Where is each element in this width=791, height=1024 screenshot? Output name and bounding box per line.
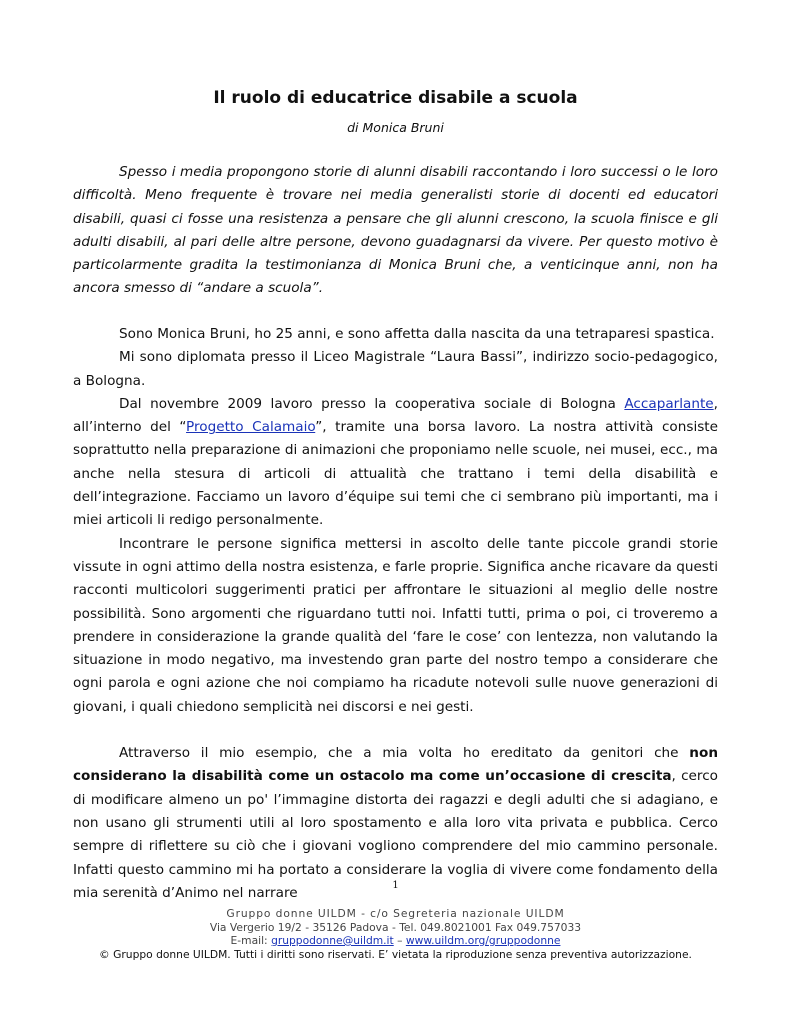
intro-block (73, 161, 718, 301)
paragraph-5-text-a: Attraverso il mio esempio, che a mia volta ho ereditato da genitori che (119, 745, 690, 762)
footer-website-link[interactable]: www.uildm.org/gruppodonne (405, 934, 561, 947)
paragraph-4: Incontrare le persone significa mettersi in ascolto delle tante piccole grandi storie vissute in ogni attimo della nostra esistenza, e farle proprie. Significa anche ricavare da questi racconti multicolori suggerimenti pratici per affrontare le situazioni al meglio delle nostre possibilità. Sono argomenti che riguardano tutti noi. Infatti tutti, prima o poi, ci troveremo a prendere in considerazione la grande qualità del ‘fare le cose’ con lentezza, non valutando la situazione in modo negativo, ma investendo gran parte del nostro tempo a considerare che ogni parola e ogni azione che noi compiamo ha ricadute notevoli sulle nuove generazioni di giovani, i quali chiedono semplicità nei discorsi e nei gesti. (73, 535, 718, 715)
accaparlante-link[interactable]: Accaparlante (624, 395, 714, 412)
footer-separator: – (393, 934, 406, 947)
footer-contacts (0, 934, 791, 948)
paragraph-1: Sono Monica Bruni, ho 25 anni, e sono affetta dalla nascita da una tetraparesi spastica. (119, 326, 715, 342)
footer-email-label: E-mail: (230, 934, 272, 947)
document-title: Il ruolo di educatrice disabile a scuola (213, 88, 578, 108)
paragraph-3-text-a: Dal novembre 2009 lavoro presso la cooperativa sociale di Bologna (119, 395, 625, 412)
paragraph-5-bold: non considerano la disabilità come un ostacolo ma come un’occasione di crescita (73, 745, 718, 785)
progetto-calamaio-link[interactable]: Progetto Calamaio (186, 419, 316, 436)
paragraph-3-text-c: ”, tramite una borsa lavoro. La nostra attività consiste soprattutto nella preparazione di animazioni che proponiamo nelle scuole, nei musei, ecc., ma anche nella stesura di articoli di attualità che trattano i temi della disabilità e dell’integrazione. Facciamo un lavoro d’équipe sui temi che ci sembrano più importanti, ma i miei articoli li redigo personalmente. (73, 419, 718, 529)
paragraph-3-text-b: , all’interno del “ (73, 395, 718, 436)
paragraph-5-text-b: , cerco di modificare almeno un po' l’immagine distorta dei ragazzi e degli adulti che si adagiano, e non usano gli strumenti utili al loro spostamento e alla loro vita privata e pubblica. Cerco sempre di riflettere su ciò che i giovani vogliono comprendere del mio cammino personale. Infatti questo cammino mi ha portato a considerare la voglia di vivere come fondamento della mia serenità d’Animo nel narrare (73, 768, 719, 901)
paragraph-3 (73, 393, 718, 533)
footer-email-link[interactable]: gruppodonne@uildm.it (271, 934, 394, 947)
intro-paragraph: Spesso i media propongono storie di alunni disabili raccontando i loro successi o le loro difficoltà. Meno frequente è trovare nei media generalisti storie di docenti ed educatori disabili, quasi ci fosse una resistenza a pensare che gli alunni crescono, la scuola finisce e gli adulti disabili, al pari delle altre persone, devono guadagnarsi da vivere. Per questo motivo è particolarmente gradita la testimonianza di Monica Bruni che, a venticinque anni, non ha ancora smesso di “andare a scuola”. (73, 164, 718, 297)
footer-address: Via Vergerio 19/2 - 35126 Padova - Tel. 049.8021001 Fax 049.757033 (209, 920, 582, 934)
document-author: di Monica Bruni (347, 120, 444, 135)
page-footer (0, 907, 791, 961)
footer-copyright: © Gruppo donne UILDM. Tutti i diritti sono riservati. E’ vietata la riproduzione senza preventiva autorizzazione. (99, 947, 692, 961)
article-body (73, 323, 718, 905)
paragraph-2: Mi sono diplomata presso il Liceo Magistrale “Laura Bassi”, indirizzo socio-pedagogico, a Bologna. (73, 349, 718, 389)
page-number: 1 (392, 880, 399, 891)
footer-organization: Gruppo donne UILDM - c/o Segreteria nazionale UILDM (226, 907, 565, 920)
